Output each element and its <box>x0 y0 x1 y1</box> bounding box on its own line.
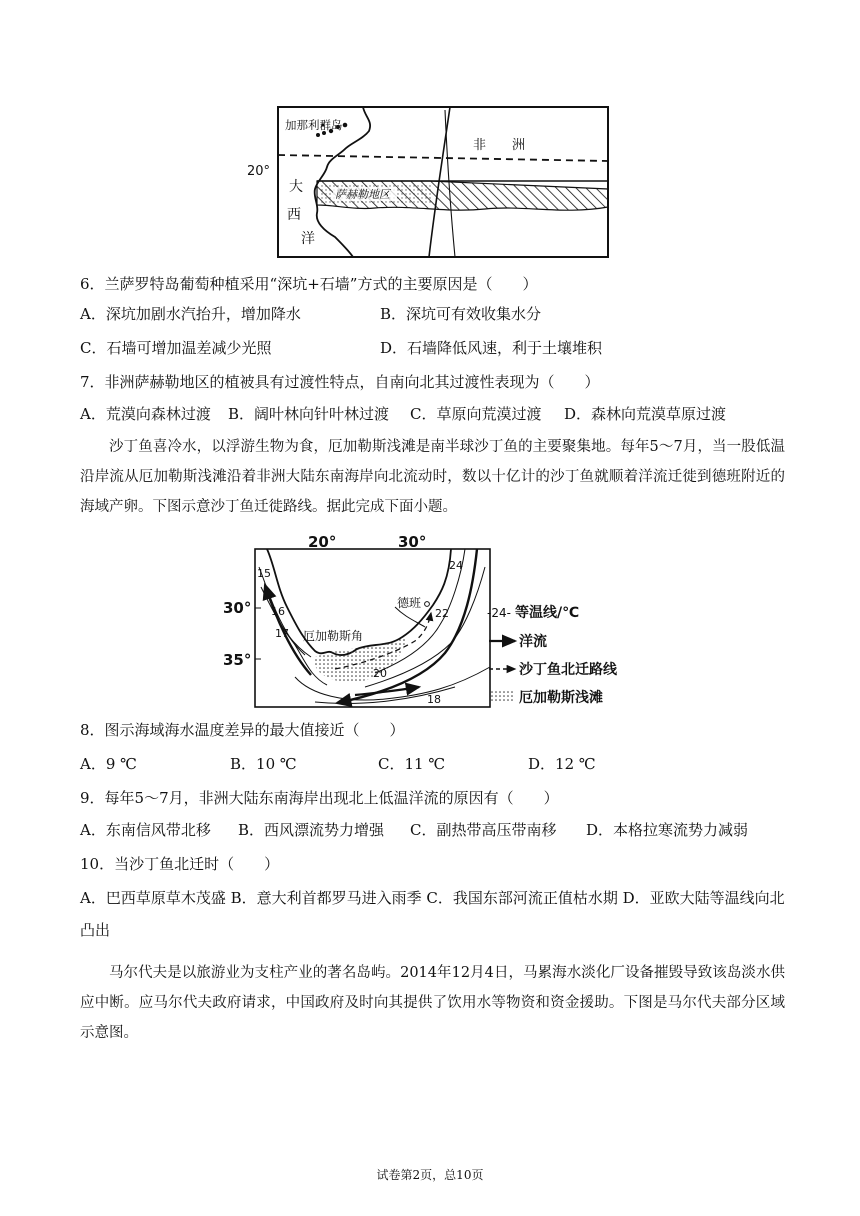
sahel-label: 萨赫勒地区 <box>335 188 390 201</box>
isotherm-value: 16 <box>271 605 285 618</box>
passage-text: 马尔代夫是以旅游业为支柱产业的著名岛屿。2014年12月4日，马累海水淡化厂设备摧毁导致该岛淡水供应中断。应马尔代夫政府请求，中国政府及时向其提供了饮用水等物资和资金援助。下图是马尔代夫部分区域示意图。 <box>80 965 785 1041</box>
option[interactable]: C．11 ℃ <box>378 755 446 773</box>
sahel-map <box>245 105 615 260</box>
agulhas-bank <box>314 637 405 682</box>
maldives-passage <box>80 958 785 1048</box>
question-7-stem: 7．非洲萨赫勒地区的植被具有过渡性特点，自南向北其过渡性表现为（ ） <box>80 373 600 391</box>
option[interactable]: B．西风漂流势力增强 <box>238 821 385 839</box>
legend-current: 洋流 <box>519 634 547 650</box>
sardine-map <box>215 527 655 709</box>
longitude-label: 20° <box>308 533 337 551</box>
option[interactable]: D．森林向荒漠草原过渡 <box>564 405 727 423</box>
durban-marker <box>425 602 430 607</box>
legend-isotherm: 等温线/℃ <box>515 605 580 621</box>
option[interactable]: B．10 ℃ <box>230 755 297 773</box>
question-9-stem: 9．每年5～7月，非洲大陆东南海岸出现北上低温洋流的原因有（ ） <box>80 789 559 807</box>
option[interactable]: A．深坑加剧水汽抬升，增加降水 <box>80 305 301 323</box>
ocean-char: 大 <box>289 179 303 195</box>
isotherm-value: 24 <box>449 559 463 572</box>
option[interactable]: A．东南信风带北移 <box>80 821 211 839</box>
ocean-char: 洋 <box>301 231 315 247</box>
latitude-label: 30° <box>223 599 252 617</box>
option[interactable]: C．石墙可增加温差减少光照 <box>80 339 272 357</box>
sardine-passage <box>80 432 785 522</box>
option[interactable]: C．草原向荒漠过渡 <box>410 405 542 423</box>
option[interactable]: A．9 ℃ <box>80 755 137 773</box>
option[interactable]: C．副热带高压带南移 <box>410 821 557 839</box>
question-10-options-line: A．巴西草原草木茂盛 B．意大利首都罗马进入雨季 C．我国东部河流正值枯水期 D．亚欧大陆等温线向北 <box>80 889 785 907</box>
question-10-options-line: 凸出 <box>80 921 111 939</box>
africa-label: 非 洲 <box>473 138 526 153</box>
option[interactable]: B．深坑可有效收集水分 <box>380 305 542 323</box>
passage-text: 沙丁鱼喜冷水，以浮游生物为食，厄加勒斯浅滩是南半球沙丁鱼的主要聚集地。每年5～7月，当一股低温沿岸流从厄加勒斯浅滩沿着非洲大陆东南海岸向北流动时，数以十亿计的沙丁鱼就顺着洋流迁徙到德班附近的海域产卵。下图示意沙丁鱼迁徙路线。据此完成下面小题。 <box>80 439 785 515</box>
question-10-stem: 10．当沙丁鱼北迁时（ ） <box>80 855 280 873</box>
option[interactable]: D．石墙降低风速，利于土壤堆积 <box>380 339 603 357</box>
isotherm-value: 17 <box>275 627 289 640</box>
option[interactable]: D．12 ℃ <box>528 755 596 773</box>
page-footer: 试卷第2页，总10页 <box>376 1168 484 1182</box>
option[interactable]: A．荒漠向森林过渡 <box>80 405 211 423</box>
legend-route: 沙丁鱼北迁路线 <box>519 662 617 678</box>
isotherm-value: 22 <box>435 607 449 620</box>
legend-bank: 厄加勒斯浅滩 <box>519 690 603 706</box>
map-legend <box>487 604 618 706</box>
cape-label: 厄加勒斯角 <box>303 629 364 643</box>
longitude-label: 30° <box>398 533 427 551</box>
isotherm-value: 15 <box>257 567 271 580</box>
ocean-char: 西 <box>287 207 301 223</box>
question-8-stem: 8．图示海域海水温度差异的最大值接近（ ） <box>80 721 405 739</box>
question-6-stem: 6．兰萨罗特岛葡萄种植采用“深坑+石墙”方式的主要原因是（ ） <box>80 275 538 293</box>
latitude-label: 35° <box>223 651 252 669</box>
latitude-label: 20° <box>247 164 271 179</box>
isotherm-value: 20 <box>373 667 387 680</box>
durban-label: 德班 <box>397 596 422 610</box>
isotherm-value: 18 <box>427 693 441 706</box>
canary-label: 加那利群岛 <box>285 118 343 132</box>
option[interactable]: B．阔叶林向针叶林过渡 <box>228 405 390 423</box>
legend-isotherm-sample: -24- <box>487 606 511 620</box>
option[interactable]: D．本格拉寒流势力减弱 <box>586 821 749 839</box>
